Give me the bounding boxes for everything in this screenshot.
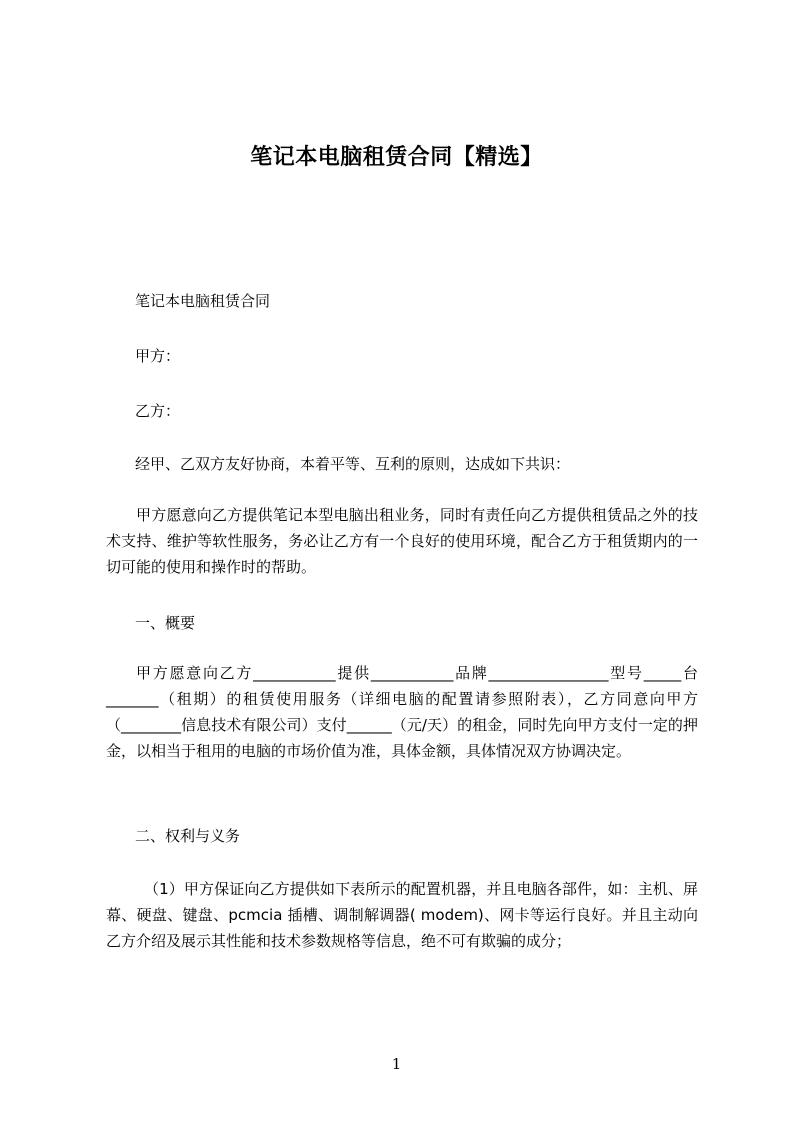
document-title: 笔记本电脑租赁合同【精选】 <box>250 145 543 170</box>
section-2-heading: 二、权利与义务 <box>135 827 241 845</box>
party-a-label: 甲方： <box>135 347 181 365</box>
party-b-label: 乙方： <box>135 402 181 420</box>
page-number: 1 <box>391 1055 402 1073</box>
section-1-text: 甲方愿意向乙方___________提供___________品牌________________型号_____台_______（租期）的租赁使用服务（详细电脑的配置请参照附表），乙方同意向甲方（________信息技术有限公司）支付______（元/天）的租金，同时先向甲方支付一定的押金，以相当于租用的电脑的市场价值为准，具体金额，具体情况双方协调决定。 <box>106 664 698 760</box>
intro-line: 经甲、乙双方友好协商，本着平等、互利的原则，达成如下共识： <box>135 455 571 473</box>
contract-subtitle: 笔记本电脑租赁合同 <box>135 292 271 310</box>
section-2-item-1: （1）甲方保证向乙方提供如下表所示的配置机器，并且电脑各部件，如：主机、屏幕、硬盘、键盘、pcmcia 插槽、调制解调器( modem)、网卡等运行良好。并且主动向乙方介绍及展示其性能和技术参数规格等信息，绝不可有欺骗的成分； <box>106 880 698 950</box>
paragraph-1: 甲方愿意向乙方提供笔记本型电脑出租业务，同时有责任向乙方提供租赁品之外的技术支持、维护等软性服务，务必让乙方有一个良好的使用环境，配合乙方于租赁期内的一切可能的使用和操作时的帮助。 <box>106 506 698 576</box>
section-1-heading: 一、概要 <box>135 614 196 632</box>
